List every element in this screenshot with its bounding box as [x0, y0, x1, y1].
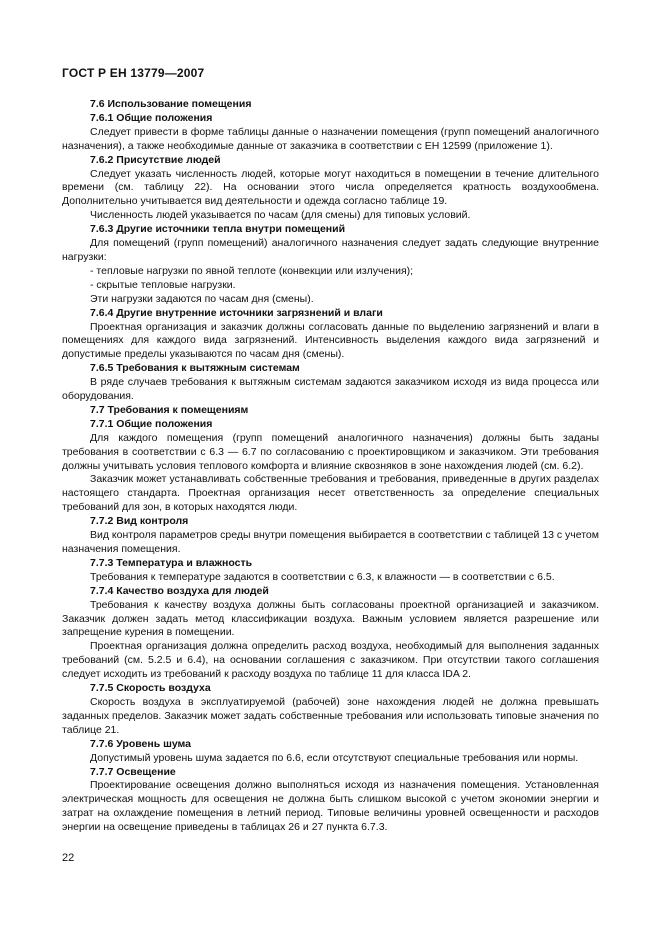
list-item: - тепловые нагрузки по явной теплоте (конвекции или излучения);: [90, 264, 414, 277]
paragraph: Эти нагрузки задаются по часам дня (смены).: [90, 292, 314, 305]
section-heading: 7.7 Требования к помещениям: [90, 403, 249, 416]
section-heading: 7.7.3 Температура и влажность: [90, 556, 253, 569]
section-heading: 7.7.6 Уровень шума: [90, 737, 192, 750]
paragraph: В ряде случаев требования к вытяжным системам задаются заказчиком исходя из вида процесса или оборудования.: [62, 376, 599, 403]
section-heading: 7.7.7 Освещение: [90, 765, 176, 778]
paragraph: Следует указать численность людей, которые могут находиться в помещении в течение длительного времени (см. таблицу 22). На основании этого числа определяется кратность воздухообмена. Дополнительно учитывается вид деятельности и одежда согласно таблице 19.: [62, 167, 599, 208]
paragraph: Для помещений (групп помещений) аналогичного назначения следует задать следующие внутренние нагрузки:: [62, 237, 599, 263]
section-heading: 7.6.2 Присутствие людей: [90, 153, 221, 166]
paragraph: Численность людей указывается по часам (для смены) для типовых условий.: [90, 209, 471, 222]
page-number: 22: [62, 852, 75, 864]
section-heading: 7.6.4 Другие внутренние источники загрязнений и влаги: [90, 306, 383, 319]
paragraph: Скорость воздуха в эксплуатируемой (рабочей) зоне нахождения людей не должна превышать заданных пределов. Заказчик может задать собственные требования или использовать типовые значения по таблице 21.: [62, 695, 599, 736]
paragraph: Следует привести в форме таблицы данные о назначении помещения (групп помещений аналогичного назначения), а также необходимые данные от заказчика в соответствии с ЕН 12599 (приложение 1).: [62, 125, 599, 152]
section-heading: 7.6.5 Требования к вытяжным системам: [90, 362, 300, 375]
section-heading: 7.6 Использование помещения: [90, 98, 252, 110]
document-header: ГОСТ Р ЕН 13779—2007: [62, 66, 205, 80]
paragraph: Проектная организация должна определить расход воздуха, необходимый для выполнения заданных требований (см. 5.2.5 и 6.4), на основании соглашения с заказчиком. При отсутствии такого соглашения следует исходить из требований к расходу воздуха по таблице 11 для класса IDA 2.: [62, 640, 599, 681]
list-item: - скрытые тепловые нагрузки.: [90, 278, 236, 291]
paragraph: Проектирование освещения должно выполняться исходя из назначения помещения. Установленная электрическая мощность для освещения не должна быть слишком высокой с учетом экономии энергии и затрат на охлаждение помещения в летний период. Типовые величины уровней освещенности и расходов энергии на освещение приведены в таблицах 26 и 27 пункта 6.7.3.: [62, 779, 599, 834]
section-heading: 7.7.5 Скорость воздуха: [90, 682, 211, 695]
paragraph: Допустимый уровень шума задается по 6.6, если отсутствуют специальные требования или нормы.: [90, 751, 579, 764]
paragraph: Требования к качеству воздуха должны быть согласованы проектной организацией и заказчиком. Заказчик должен задать метод классификации воздуха. Важным условием является разрешение или запрещение курения в помещении.: [62, 598, 599, 639]
section-heading: 7.7.2 Вид контроля: [90, 515, 189, 528]
paragraph: Для каждого помещения (групп помещений аналогичного назначения) должны быть заданы требования в соответствии с 6.3 — 6.7 по согласованию с проектировщиком и заказчиком. Эти требования должны учитывать условия теплового комфорта и влияние сквозняков в зоне нахождения людей (см. 6.2).: [62, 431, 599, 472]
section-heading: 7.6.1 Общие положения: [90, 111, 213, 124]
paragraph: Проектная организация и заказчик должны согласовать данные по выделению загрязнений и влаги в помещениях для каждого вида загрязнений. Интенсивность выделения каждого вида загрязнений и допустимые пределы указываются по часам дня (смены).: [62, 320, 599, 361]
paragraph: Требования к температуре задаются в соответствии с 6.3, к влажности — в соответствии с 6.5.: [90, 570, 555, 583]
paragraph: Вид контроля параметров среды внутри помещения выбирается в соответствии с таблицей 13 с учетом назначения помещения.: [62, 529, 599, 555]
document-body: [62, 98, 599, 835]
section-heading: 7.7.4 Качество воздуха для людей: [90, 584, 269, 597]
section-heading: 7.7.1 Общие положения: [90, 417, 213, 430]
paragraph: Заказчик может устанавливать собственные требования и требования, приведенные в других разделах настоящего стандарта. Проектная организация несет ответственность за определение специальных требований для зон, в которых находятся люди.: [62, 473, 599, 514]
section-heading: 7.6.3 Другие источники тепла внутри помещений: [90, 223, 346, 236]
